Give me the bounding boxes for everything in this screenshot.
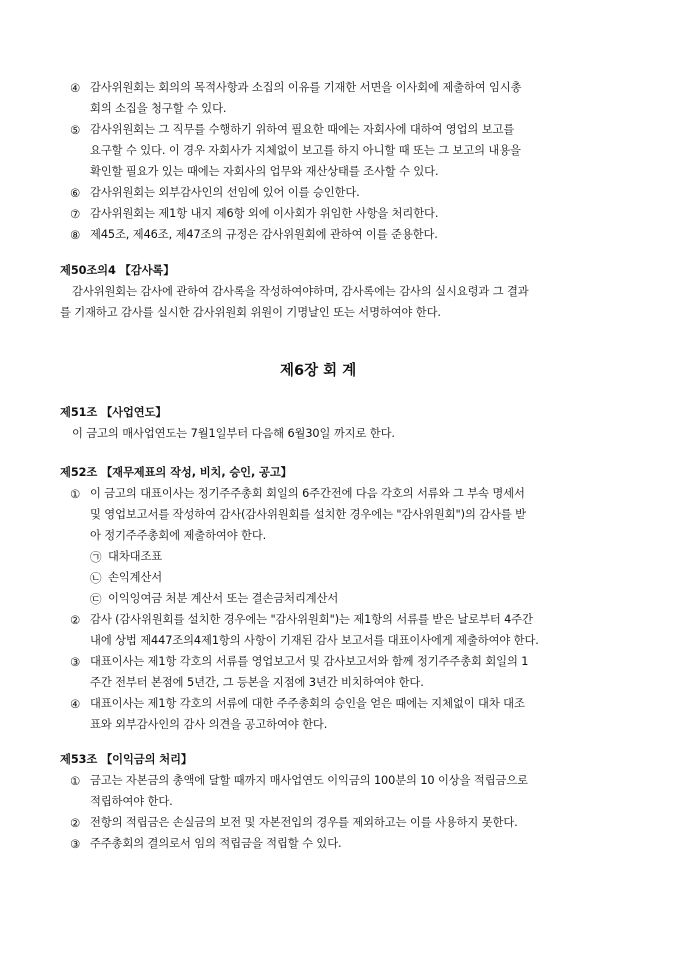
item-marker: ③ [70, 655, 81, 669]
item-marker: ③ [70, 837, 81, 851]
item-text-line: 감사위원회는 그 직무를 수행하기 위하여 필요한 때에는 자회사에 대하여 영업의 보고를 [90, 123, 515, 136]
item-marker: ⑧ [70, 228, 81, 242]
subitem-marker: ㉡ [90, 571, 102, 585]
item-text-line: 회의 소집을 청구할 수 있다. [90, 102, 227, 115]
item-marker: ② [70, 613, 81, 627]
item-marker: ⑤ [70, 123, 81, 137]
article-heading: 제51조 【사업연도】 [60, 406, 167, 419]
item-marker: ⑥ [70, 186, 81, 200]
item-text-line: 주간 전부터 본점에 5년간, 그 등본을 지점에 3년간 비치하여야 한다. [90, 676, 424, 689]
item-marker: ① [70, 774, 81, 788]
subitem-text-line: 대차대조표 [108, 550, 163, 563]
item-text-line: 제45조, 제46조, 제47조의 규정은 감사위원회에 관하여 이를 준용한다. [90, 228, 438, 241]
item-text-line: 감사위원회는 외부감사인의 선임에 있어 이를 승인한다. [90, 186, 360, 199]
item-text-line: 표와 외부감사인의 감사 의견을 공고하여야 한다. [90, 718, 328, 731]
item-marker: ④ [70, 81, 81, 95]
item-text-line: 주주총회의 결의로서 임의 적립금을 적립할 수 있다. [90, 837, 342, 850]
item-marker: ① [70, 487, 81, 501]
item-text-line: 아 정기주주총회에 제출하여야 한다. [90, 529, 267, 542]
chapter-title: 제6장 회 계 [280, 363, 357, 379]
item-text-line: 요구할 수 있다. 이 경우 자회사가 지체없이 보고를 하지 아니할 때 또는 그 보고의 내용을 [90, 144, 521, 157]
item-text-line: 대표이사는 제1항 각호의 서류를 영업보고서 및 감사보고서와 함께 정기주주총회 회일의 1 [90, 655, 529, 668]
item-text-line: 감사위원회는 제1항 내지 제6항 외에 이사회가 위임한 사항을 처리한다. [90, 207, 439, 220]
item-text-line: 감사위원회는 회의의 목적사항과 소집의 이유를 기재한 서면을 이사회에 제출하여 임시총 [90, 81, 522, 94]
subitem-text-line: 손익계산서 [108, 571, 163, 584]
item-text-line: 적립하여야 한다. [90, 795, 173, 808]
item-marker: ④ [70, 697, 81, 711]
subitem-marker: ㉢ [90, 592, 102, 606]
article-text-line: 감사위원회는 감사에 관하여 감사록을 작성하여야하며, 감사록에는 감사의 실시요령과 그 결과 [72, 285, 529, 298]
item-marker: ② [70, 816, 81, 830]
item-text-line: 및 영업보고서를 작성하여 감사(감사위원회를 설치한 경우에는 "감사위원회")의 감사를 받 [90, 508, 526, 521]
item-text-line: 금고는 자본금의 총액에 달할 때까지 매사업연도 이익금의 100분의 10 이상을 적립금으로 [90, 774, 528, 787]
subitem-text-line: 이익잉여금 처분 계산서 또는 결손금처리계산서 [108, 592, 339, 605]
article-text-line: 를 기재하고 감사를 실시한 감사위원회 위원이 기명날인 또는 서명하여야 한다. [60, 306, 441, 319]
item-text-line: 내에 상법 제447조의4제1항의 사항이 기재된 감사 보고서를 대표이사에게 제출하여야 한다. [90, 634, 539, 647]
item-text-line: 확인할 필요가 있는 때에는 자회사의 업무와 재산상태를 조사할 수 있다. [90, 165, 439, 178]
article-text-line: 이 금고의 매사업연도는 7월1일부터 다음해 6월30일 까지로 한다. [72, 427, 395, 440]
item-text-line: 이 금고의 대표이사는 정기주주총회 회일의 6주간전에 다음 각호의 서류와 그 부속 명세서 [90, 487, 525, 500]
item-text-line: 대표이사는 제1항 각호의 서류에 대한 주주총회의 승인을 얻은 때에는 지체없이 대차 대조 [90, 697, 525, 710]
subitem-marker: ㉠ [90, 550, 102, 564]
item-marker: ⑦ [70, 207, 81, 221]
article-heading: 제53조 【이익금의 처리】 [60, 753, 193, 766]
item-text-line: 감사 (감사위원회를 설치한 경우에는 "감사위원회")는 제1항의 서류를 받은 날로부터 4주간 [90, 613, 533, 626]
article-heading: 제50조의4 【감사록】 [60, 264, 175, 277]
article-heading: 제52조 【재무제표의 작성, 비치, 승인, 공고】 [60, 466, 292, 479]
item-text-line: 전항의 적립금은 손실금의 보전 및 자본전입의 경우를 제외하고는 이를 사용하지 못한다. [90, 816, 518, 829]
